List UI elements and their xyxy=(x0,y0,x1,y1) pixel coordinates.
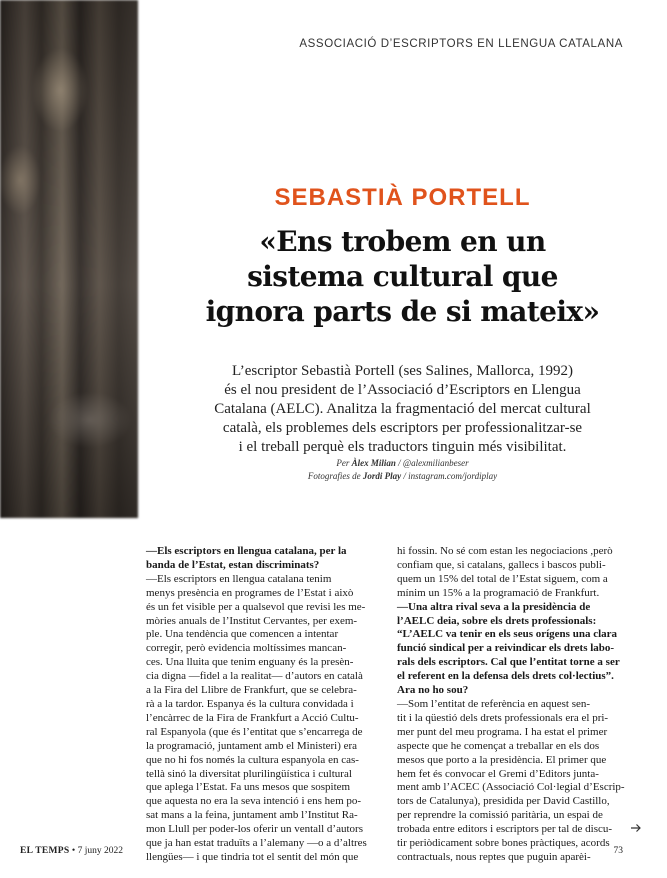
author-credit: Per Àlex Milian / @alexmilianbeser xyxy=(336,458,469,468)
answer-line: que aquesta no era la seva intenció i ens hem po- xyxy=(146,795,362,808)
answer-line: —Els escriptors en llengua catalana tenim xyxy=(146,572,332,585)
answer-line: que no hi fos només la cultura espanyola en cas- xyxy=(146,753,359,766)
answer-line: que aplega l’Estat. Fa uns mesos que sospitem xyxy=(146,781,351,794)
arrow-right-icon xyxy=(630,822,642,834)
answer-line: llengües— i que tindria tot el sentit del món que xyxy=(146,850,359,863)
answer-line: —Som l’entitat de referència en aquest sen- xyxy=(397,697,591,710)
publication-info: EL TEMPS • 7 juny 2022 xyxy=(20,846,123,856)
answer-line: sat mans a la feina, juntament amb l’Institut Ra- xyxy=(146,809,358,822)
answer-line: que ja han estat traduïts a l’alemany —o a d’altres xyxy=(146,837,367,850)
question-line: banda de l’Estat, estan discriminats? xyxy=(146,558,320,571)
question-line: l’AELC deia, sobre els drets professionals: xyxy=(397,614,597,627)
section-kicker: ASSOCIACIÓ D’ESCRIPTORS EN LLENGUA CATALANA xyxy=(299,38,623,50)
answer-line: hi fossin. No sé com estan les negociacions ,però xyxy=(397,545,613,557)
answer-line: l’encàrrec de la Fira de Frankfurt a Acció Cultu- xyxy=(146,711,359,724)
body-column-right xyxy=(397,545,629,865)
question-line: Ara no ho sou? xyxy=(397,684,469,697)
answer-line: ral Espanyola (que és l’entitat que s’encarrega de xyxy=(146,725,363,738)
answer-line: tir periòdicament sobre bones pràctiques, acords xyxy=(397,837,610,850)
answer-line: confiam que, si catalans, gallecs i bascos publi- xyxy=(397,558,606,571)
headline-line: sistema cultural que xyxy=(247,260,558,293)
question-line: funció sindical per a reivindicar els drets labo- xyxy=(397,642,615,655)
answer-line: cia digna —fidel a la realitat— d’autors en català xyxy=(146,670,363,683)
answer-line: mon Llull per poder-los oferir un ventall d’autors xyxy=(146,823,363,836)
answer-line: ment amb l’ACEC (Associació Col·legial d’Escrip- xyxy=(397,781,625,794)
answer-line: quem un 15% del total de l’Estat siguem, com a xyxy=(397,572,608,585)
standfirst-line: és el nou president de l’Associació d’Escriptors en Llengua xyxy=(224,382,581,398)
answer-line: tit i la qüestió dels drets professionals era el pri- xyxy=(397,711,609,724)
interviewee-name: SEBASTIÀ PORTELL xyxy=(274,184,531,211)
answer-line: mínim un 15% a la programació de Frankfurt. xyxy=(397,586,600,599)
answer-line: la programació, juntament amb el Ministeri) era xyxy=(146,739,358,752)
photographer-name: Jordi Play xyxy=(362,471,402,481)
page-footer xyxy=(20,846,623,860)
portrait-photo xyxy=(0,0,138,518)
byline xyxy=(150,457,655,483)
standfirst xyxy=(150,362,655,457)
question-line: —Una altra rival seva a la presidència de xyxy=(397,600,591,613)
answer-line: mer punt del meu programa. I ha estat el primer xyxy=(397,725,608,738)
standfirst-line: català, els problemes dels escriptors per professionalitzar-se xyxy=(222,420,583,436)
answer-line: rà a la tardor. Espanya és la cultura convidada i xyxy=(146,697,354,710)
headline xyxy=(150,224,655,329)
answer-line: menys presència en programes de l’Estat i això xyxy=(146,586,354,599)
answer-line: corregir, però evidencia moltíssimes mancan- xyxy=(146,642,347,655)
answer-line: ple. Una tendència que comencen a intentar xyxy=(146,628,339,641)
issue-date: 7 juny 2022 xyxy=(77,846,123,856)
photo-credit: Fotografies de Jordi Play / instagram.com/jordiplay xyxy=(307,471,498,481)
answer-line: trobada entre editors i escriptors per tal de discu- xyxy=(397,823,613,836)
author-name: Àlex Milian xyxy=(351,458,396,468)
answer-line: contractuals, nous reptes que puguin aparèi- xyxy=(397,850,591,863)
answer-line: és un fet visible per a qualsevol que revisi les me- xyxy=(146,600,366,613)
question-line: —Els escriptors en llengua catalana, per la xyxy=(146,545,347,557)
headline-line: «Ens trobem en un xyxy=(259,225,546,258)
headline-line: ignora parts de si mateix» xyxy=(205,295,600,328)
answer-line: ces. Una lluita que tenim enguany és la presèn- xyxy=(146,656,354,669)
answer-line: tors de Catalunya), presidida per David Castillo, xyxy=(397,795,610,808)
answer-line: a la Fira del Llibre de Frankfurt, que se celebra- xyxy=(146,684,357,697)
question-line: el referent en la defensa dels drets col·lectius”. xyxy=(397,670,614,683)
answer-line: aspecte que he començat a treballar en els dos xyxy=(397,739,600,752)
question-line: rals dels escriptors. Cal que l’entitat torne a ser xyxy=(397,656,620,669)
answer-line: hem fet és convocar el Gremi d’Editors junta- xyxy=(397,767,599,780)
question-line: “L’AELC va tenir en els seus orígens una clara xyxy=(397,628,618,641)
publication-name: EL TEMPS xyxy=(20,846,70,856)
answer-line: tellà sinó la diversitat plurilingüística i cultural xyxy=(146,767,352,780)
answer-line: per reprendre la comissió paritària, un espai de xyxy=(397,809,603,822)
standfirst-line: L’escriptor Sebastià Portell (ses Salines, Mallorca, 1992) xyxy=(231,363,574,379)
page-number: 73 xyxy=(613,846,623,856)
answer-line: mòries anuals de l’Institut Cervantes, per exem- xyxy=(146,614,358,627)
answer-line: mesos que porto a la presidència. El primer que xyxy=(397,753,607,766)
standfirst-line: i el treball perquè els traductors tinguin més visibilitat. xyxy=(238,439,567,455)
arrow-right-icon-glyph xyxy=(630,822,642,834)
standfirst-line: Catalana (AELC). Analitza la fragmentació del mercat cultural xyxy=(214,401,591,417)
body-column-left xyxy=(146,545,384,865)
